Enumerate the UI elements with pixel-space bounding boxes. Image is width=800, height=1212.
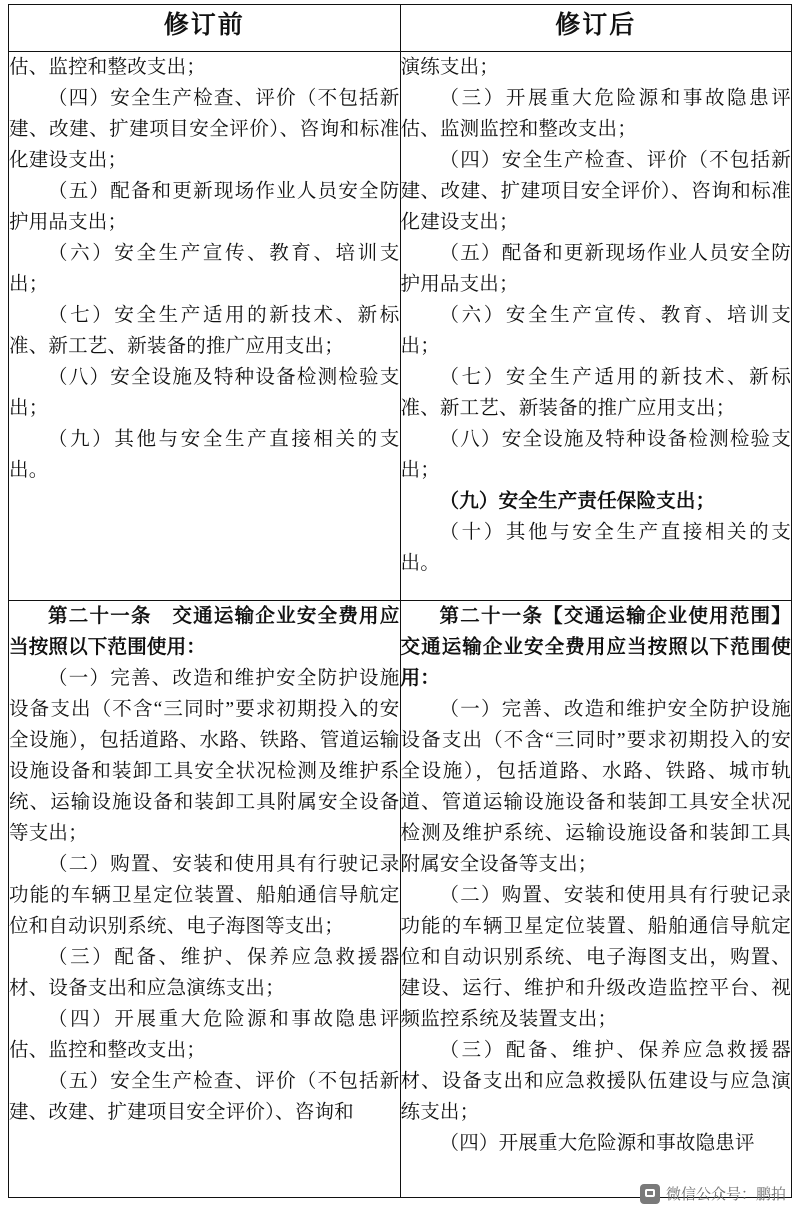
paragraph-article-heading: 第二十一条【交通运输企业使用范围】交通运输企业安全费用应当按照以下范围使用： <box>400 606 791 689</box>
paragraph: （四）开展重大危险源和事故隐患评估、监控和整改支出； <box>9 1009 400 1061</box>
paragraph: （四）安全生产检查、评价（不包括新建、改建、扩建项目安全评价）、咨询和标准化建设支出； <box>400 150 791 233</box>
paragraph: （十）其他与安全生产直接相关的支出。 <box>400 522 791 574</box>
paragraph: （二）购置、安装和使用具有行驶记录功能的车辆卫星定位装置、船舶通信导航定位和自动识别系统、电子海图支出，购置、建设、运行、维护和升级改造监控平台、视频监控系统及装置支出； <box>400 885 791 1030</box>
table-header-row <box>9 5 792 52</box>
paragraph: （四）开展重大危险源和事故隐患评 <box>439 1133 755 1154</box>
paragraph: （五）配备和更新现场作业人员安全防护用品支出； <box>9 181 400 233</box>
watermark <box>640 1183 786 1204</box>
paragraph: 演练支出； <box>400 57 500 78</box>
paragraph: 估、监控和整改支出； <box>9 57 207 78</box>
paragraph: （八）安全设施及特种设备检测检验支出； <box>400 429 791 481</box>
paragraph-highlighted: （九）安全生产责任保险支出； <box>439 491 716 512</box>
watermark-label: 微信公众号：鹏拍 <box>665 1186 786 1203</box>
paragraph: （五）配备和更新现场作业人员安全防护用品支出； <box>400 243 791 295</box>
paragraph: （一）完善、改造和维护安全防护设施设备支出（不含“三同时”要求初期投入的安全设施），包括道路、水路、铁路、管道运输设施设备和装卸工具安全状况检测及维护系统、运输设施设备和装卸工具附属安全设备等支出； <box>9 668 400 844</box>
paragraph: （六）安全生产宣传、教育、培训支出； <box>400 305 791 357</box>
cell-before-row1 <box>9 52 401 601</box>
cell-after-row1 <box>400 52 792 601</box>
paragraph: （五）安全生产检查、评价（不包括新建、改建、扩建项目安全评价）、咨询和 <box>9 1071 400 1123</box>
table-row <box>9 601 792 1198</box>
paragraph: （三）配备、维护、保养应急救援器材、设备支出和应急救援队伍建设与应急演练支出； <box>400 1040 791 1123</box>
document-page <box>0 4 800 1212</box>
column-header-before: 修订前 <box>9 5 401 52</box>
cell-before-row2 <box>9 601 401 1198</box>
revision-comparison-table <box>8 4 792 1198</box>
paragraph: （九）其他与安全生产直接相关的支出。 <box>9 429 400 481</box>
paragraph: （七）安全生产适用的新技术、新标准、新工艺、新装备的推广应用支出； <box>9 305 400 357</box>
column-header-after: 修订后 <box>400 5 792 52</box>
paragraph: （八）安全设施及特种设备检测检验支出； <box>9 367 400 419</box>
paragraph: （七）安全生产适用的新技术、新标准、新工艺、新装备的推广应用支出； <box>400 367 791 419</box>
paragraph: （三）配备、维护、保养应急救援器材、设备支出和应急演练支出； <box>9 947 400 999</box>
paragraph: （二）购置、安装和使用具有行驶记录功能的车辆卫星定位装置、船舶通信导航定位和自动识别系统、电子海图等支出； <box>9 854 400 937</box>
paragraph: （三）开展重大危险源和事故隐患评估、监测监控和整改支出； <box>400 88 791 140</box>
paragraph: （六）安全生产宣传、教育、培训支出； <box>9 243 400 295</box>
cell-after-row2 <box>400 601 792 1198</box>
paragraph: （四）安全生产检查、评价（不包括新建、改建、扩建项目安全评价）、咨询和标准化建设支出； <box>9 88 400 171</box>
wechat-icon <box>640 1184 660 1204</box>
paragraph: （一）完善、改造和维护安全防护设施设备支出（不含“三同时”要求初期投入的安全设施），包括道路、水路、铁路、城市轨道、管道运输设施设备和装卸工具安全状况检测及维护系统、运输设施设备和装卸工具附属安全设备等支出； <box>400 699 791 875</box>
table-row <box>9 52 792 601</box>
paragraph-article-heading: 第二十一条 交通运输企业安全费用应当按照以下范围使用： <box>9 606 400 658</box>
